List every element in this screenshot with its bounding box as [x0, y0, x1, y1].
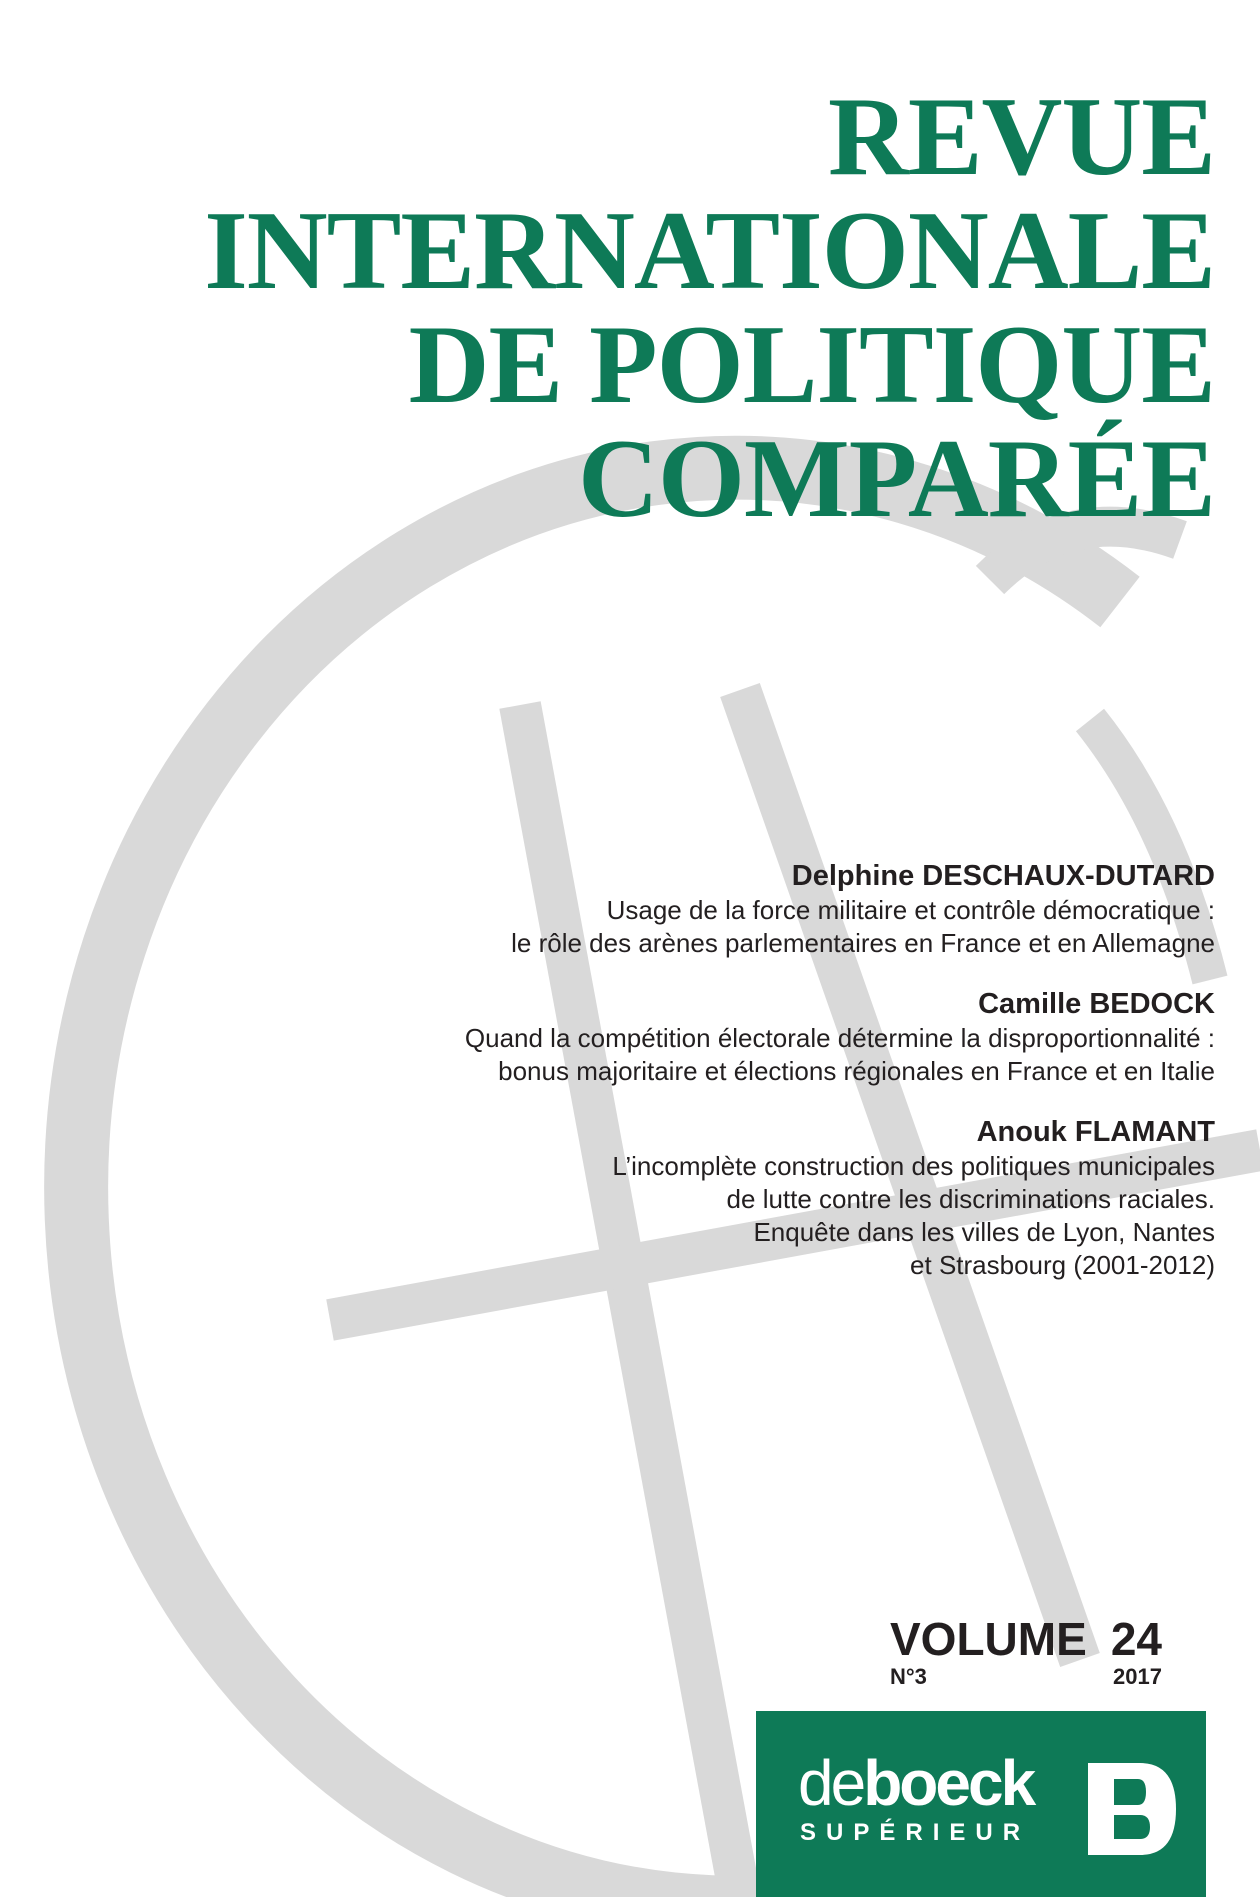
publisher-b-logo-icon	[1084, 1759, 1180, 1859]
article-entry	[315, 1114, 1215, 1282]
publisher-wordmark-prefix: de	[798, 1747, 864, 1819]
article-author: Delphine DESCHAUX-DUTARD	[791, 860, 1215, 892]
issue-info	[890, 1615, 1162, 1691]
publisher-subline: SUPÉRIEUR	[800, 1819, 1031, 1846]
issue-year: 2017	[1113, 1664, 1162, 1689]
table-of-contents	[315, 858, 1215, 1308]
issue-number: N°3	[890, 1664, 927, 1689]
article-title: Usage de la force militaire et contrôle démocratique : le rôle des arènes parlementaires en France et en Allemagne	[511, 895, 1215, 958]
article-entry	[315, 986, 1215, 1088]
article-title: L’incomplète construction des politiques municipales de lutte contre les discriminations raciales. Enquête dans les villes de Lyon, Nantes et Strasbourg (2001-2012)	[612, 1151, 1215, 1280]
article-entry	[315, 858, 1215, 960]
article-author: Camille BEDOCK	[978, 988, 1215, 1020]
article-title: Quand la compétition électorale détermine la disproportionnalité : bonus majoritaire et élections régionales en France et en Italie	[464, 1023, 1215, 1086]
journal-title-line: COMPARÉE	[578, 417, 1215, 541]
journal-title-line: DE POLITIQUE	[408, 303, 1215, 427]
volume-number: 24	[1110, 1613, 1162, 1665]
volume-line	[890, 1615, 1162, 1663]
journal-title	[204, 75, 1215, 541]
volume-label: VOLUME	[890, 1613, 1087, 1665]
issue-line	[890, 1663, 1162, 1691]
article-author: Anouk FLAMANT	[976, 1116, 1215, 1148]
publisher-wordmark	[798, 1747, 1033, 1819]
publisher-wordmark-main: boeck	[863, 1747, 1034, 1819]
publisher-logo	[756, 1711, 1206, 1897]
journal-title-line: INTERNATIONALE	[204, 189, 1215, 313]
journal-title-line: REVUE	[827, 75, 1215, 199]
